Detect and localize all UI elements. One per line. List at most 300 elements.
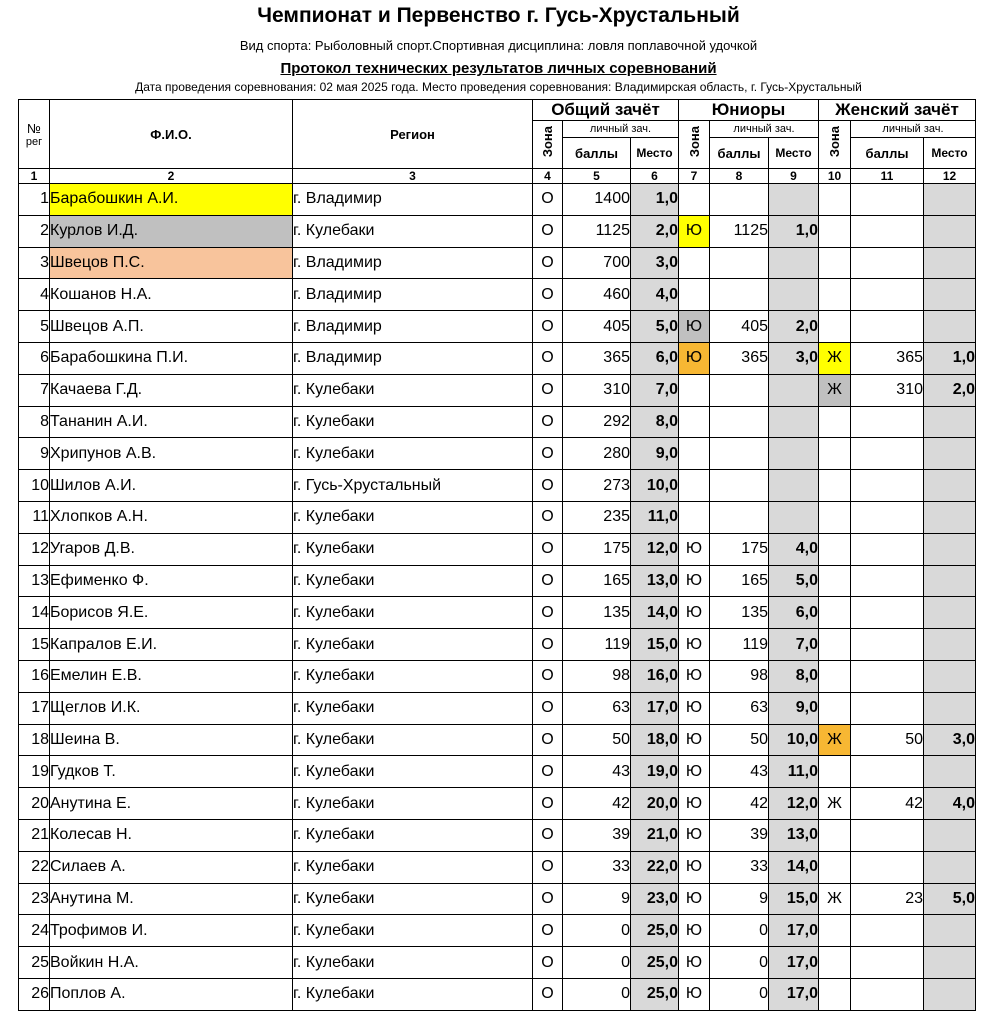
participant-region: г. Кулебаки bbox=[293, 629, 533, 661]
women-points bbox=[851, 947, 924, 979]
participant-region: г. Кулебаки bbox=[293, 374, 533, 406]
junior-points: 42 bbox=[710, 788, 769, 820]
junior-zone: Ю bbox=[679, 342, 710, 374]
participant-number: 17 bbox=[19, 692, 50, 724]
women-zone bbox=[819, 470, 851, 502]
overall-place: 8,0 bbox=[631, 406, 679, 438]
overall-zone: О bbox=[533, 311, 563, 343]
junior-zone bbox=[679, 247, 710, 279]
junior-zone bbox=[679, 279, 710, 311]
women-place bbox=[924, 247, 976, 279]
overall-place: 4,0 bbox=[631, 279, 679, 311]
participant-region: г. Кулебаки bbox=[293, 406, 533, 438]
participant-name: Гудков Т. bbox=[50, 756, 293, 788]
overall-zone: О bbox=[533, 438, 563, 470]
junior-zone bbox=[679, 184, 710, 216]
overall-zone: О bbox=[533, 756, 563, 788]
junior-place: 1,0 bbox=[769, 215, 819, 247]
overall-zone: О bbox=[533, 724, 563, 756]
women-points bbox=[851, 215, 924, 247]
participant-name: Емелин Е.В. bbox=[50, 660, 293, 692]
overall-zone: О bbox=[533, 947, 563, 979]
place-header-juniors: Место bbox=[769, 138, 819, 169]
junior-points bbox=[710, 501, 769, 533]
junior-place: 9,0 bbox=[769, 692, 819, 724]
junior-place bbox=[769, 470, 819, 502]
junior-zone bbox=[679, 406, 710, 438]
table-row bbox=[19, 470, 976, 502]
participant-name: Поплов А. bbox=[50, 978, 293, 1010]
women-place: 5,0 bbox=[924, 883, 976, 915]
table-row bbox=[19, 756, 976, 788]
table-row bbox=[19, 184, 976, 216]
overall-place: 1,0 bbox=[631, 184, 679, 216]
junior-zone: Ю bbox=[679, 311, 710, 343]
participant-number: 10 bbox=[19, 470, 50, 502]
women-zone bbox=[819, 978, 851, 1010]
junior-points: 33 bbox=[710, 851, 769, 883]
place-header-women: Место bbox=[924, 138, 976, 169]
junior-points: 365 bbox=[710, 342, 769, 374]
junior-place bbox=[769, 374, 819, 406]
participant-number: 12 bbox=[19, 533, 50, 565]
women-zone: Ж bbox=[819, 374, 851, 406]
col-number: 12 bbox=[924, 169, 976, 184]
participant-name: Анутина М. bbox=[50, 883, 293, 915]
overall-zone: О bbox=[533, 915, 563, 947]
women-place: 1,0 bbox=[924, 342, 976, 374]
junior-zone: Ю bbox=[679, 851, 710, 883]
table-row bbox=[19, 692, 976, 724]
table-row bbox=[19, 915, 976, 947]
overall-place: 12,0 bbox=[631, 533, 679, 565]
women-points bbox=[851, 692, 924, 724]
junior-zone: Ю bbox=[679, 565, 710, 597]
overall-place: 7,0 bbox=[631, 374, 679, 406]
overall-points: 50 bbox=[563, 724, 631, 756]
women-points: 42 bbox=[851, 788, 924, 820]
table-row bbox=[19, 629, 976, 661]
women-place: 4,0 bbox=[924, 788, 976, 820]
overall-points: 1400 bbox=[563, 184, 631, 216]
participant-region: г. Кулебаки bbox=[293, 915, 533, 947]
junior-place bbox=[769, 406, 819, 438]
personal-header-overall: личный зач. bbox=[563, 121, 679, 138]
overall-place: 6,0 bbox=[631, 342, 679, 374]
junior-zone: Ю bbox=[679, 788, 710, 820]
col-number: 5 bbox=[563, 169, 631, 184]
women-place bbox=[924, 565, 976, 597]
junior-zone bbox=[679, 470, 710, 502]
women-points bbox=[851, 915, 924, 947]
table-row bbox=[19, 279, 976, 311]
participant-number: 8 bbox=[19, 406, 50, 438]
overall-zone: О bbox=[533, 406, 563, 438]
overall-zone: О bbox=[533, 533, 563, 565]
women-points bbox=[851, 438, 924, 470]
women-points bbox=[851, 756, 924, 788]
women-points bbox=[851, 406, 924, 438]
participant-region: г. Кулебаки bbox=[293, 692, 533, 724]
overall-place: 19,0 bbox=[631, 756, 679, 788]
women-place bbox=[924, 406, 976, 438]
participant-number: 24 bbox=[19, 915, 50, 947]
women-place bbox=[924, 470, 976, 502]
overall-zone: О bbox=[533, 247, 563, 279]
participant-name: Борисов Я.Е. bbox=[50, 597, 293, 629]
junior-points: 175 bbox=[710, 533, 769, 565]
points-header-juniors: баллы bbox=[710, 138, 769, 169]
participant-region: г. Кулебаки bbox=[293, 883, 533, 915]
reg-label: рег bbox=[25, 135, 43, 148]
participant-number: 9 bbox=[19, 438, 50, 470]
participant-number: 23 bbox=[19, 883, 50, 915]
num-sign: № bbox=[27, 120, 41, 136]
participant-number: 26 bbox=[19, 978, 50, 1010]
participant-name: Ефименко Ф. bbox=[50, 565, 293, 597]
junior-place: 6,0 bbox=[769, 597, 819, 629]
women-place bbox=[924, 756, 976, 788]
participant-region: г. Кулебаки bbox=[293, 215, 533, 247]
women-points bbox=[851, 247, 924, 279]
participant-region: г. Кулебаки bbox=[293, 438, 533, 470]
participant-name: Барабошкина П.И. bbox=[50, 342, 293, 374]
junior-points bbox=[710, 279, 769, 311]
participant-region: г. Владимир bbox=[293, 311, 533, 343]
overall-points: 280 bbox=[563, 438, 631, 470]
junior-points: 165 bbox=[710, 565, 769, 597]
table-row bbox=[19, 597, 976, 629]
junior-zone: Ю bbox=[679, 883, 710, 915]
women-place bbox=[924, 215, 976, 247]
zone-header-juniors: Зона bbox=[679, 121, 710, 169]
women-zone bbox=[819, 629, 851, 661]
table-row bbox=[19, 406, 976, 438]
overall-zone: О bbox=[533, 501, 563, 533]
fio-header: Ф.И.О. bbox=[50, 100, 293, 169]
table-row bbox=[19, 883, 976, 915]
overall-points: 235 bbox=[563, 501, 631, 533]
overall-points: 119 bbox=[563, 629, 631, 661]
women-zone bbox=[819, 597, 851, 629]
participant-number: 21 bbox=[19, 819, 50, 851]
women-place bbox=[924, 915, 976, 947]
women-place bbox=[924, 629, 976, 661]
overall-zone: О bbox=[533, 629, 563, 661]
junior-points: 98 bbox=[710, 660, 769, 692]
junior-points: 63 bbox=[710, 692, 769, 724]
women-place bbox=[924, 311, 976, 343]
col-number: 1 bbox=[19, 169, 50, 184]
overall-place: 15,0 bbox=[631, 629, 679, 661]
junior-points: 0 bbox=[710, 915, 769, 947]
junior-points: 1125 bbox=[710, 215, 769, 247]
zone-header-women: Зона bbox=[819, 121, 851, 169]
women-place bbox=[924, 819, 976, 851]
participant-name: Капралов Е.И. bbox=[50, 629, 293, 661]
participant-region: г. Кулебаки bbox=[293, 501, 533, 533]
participant-number: 16 bbox=[19, 660, 50, 692]
overall-points: 0 bbox=[563, 915, 631, 947]
women-place bbox=[924, 660, 976, 692]
women-zone: Ж bbox=[819, 883, 851, 915]
overall-place: 9,0 bbox=[631, 438, 679, 470]
participant-region: г. Владимир bbox=[293, 247, 533, 279]
table-row bbox=[19, 660, 976, 692]
women-points bbox=[851, 597, 924, 629]
participant-number: 7 bbox=[19, 374, 50, 406]
date-place-line: Дата проведения соревнования: 02 мая 2025 года. Место проведения соревнования: Владимирская область, г. Гусь-Хрустальный bbox=[135, 80, 862, 94]
participant-name: Щеглов И.К. bbox=[50, 692, 293, 724]
junior-points bbox=[710, 184, 769, 216]
junior-zone: Ю bbox=[679, 756, 710, 788]
reg-number-header bbox=[19, 100, 50, 169]
junior-points bbox=[710, 470, 769, 502]
participant-region: г. Кулебаки bbox=[293, 947, 533, 979]
junior-place: 12,0 bbox=[769, 788, 819, 820]
participant-region: г. Кулебаки bbox=[293, 978, 533, 1010]
junior-place: 14,0 bbox=[769, 851, 819, 883]
women-zone bbox=[819, 756, 851, 788]
women-points bbox=[851, 629, 924, 661]
women-zone bbox=[819, 279, 851, 311]
women-zone: Ж bbox=[819, 724, 851, 756]
overall-points: 700 bbox=[563, 247, 631, 279]
junior-place: 3,0 bbox=[769, 342, 819, 374]
junior-zone: Ю bbox=[679, 915, 710, 947]
overall-header: Общий зачёт bbox=[533, 100, 679, 121]
junior-points: 50 bbox=[710, 724, 769, 756]
col-number: 8 bbox=[710, 169, 769, 184]
overall-points: 0 bbox=[563, 978, 631, 1010]
overall-points: 33 bbox=[563, 851, 631, 883]
junior-zone: Ю bbox=[679, 978, 710, 1010]
participant-number: 15 bbox=[19, 629, 50, 661]
women-points bbox=[851, 533, 924, 565]
table-row bbox=[19, 978, 976, 1010]
women-zone bbox=[819, 406, 851, 438]
participant-region: г. Кулебаки bbox=[293, 565, 533, 597]
participant-region: г. Кулебаки bbox=[293, 788, 533, 820]
women-points: 50 bbox=[851, 724, 924, 756]
women-points bbox=[851, 819, 924, 851]
women-points bbox=[851, 565, 924, 597]
junior-points: 43 bbox=[710, 756, 769, 788]
overall-points: 175 bbox=[563, 533, 631, 565]
women-zone bbox=[819, 660, 851, 692]
overall-zone: О bbox=[533, 692, 563, 724]
participant-number: 19 bbox=[19, 756, 50, 788]
participant-name: Курлов И.Д. bbox=[50, 215, 293, 247]
overall-points: 460 bbox=[563, 279, 631, 311]
junior-zone: Ю bbox=[679, 629, 710, 661]
women-zone: Ж bbox=[819, 788, 851, 820]
junior-place: 13,0 bbox=[769, 819, 819, 851]
women-zone bbox=[819, 819, 851, 851]
women-points bbox=[851, 184, 924, 216]
women-place: 3,0 bbox=[924, 724, 976, 756]
participant-region: г. Кулебаки bbox=[293, 851, 533, 883]
overall-zone: О bbox=[533, 883, 563, 915]
women-zone bbox=[819, 851, 851, 883]
women-zone bbox=[819, 184, 851, 216]
junior-place: 15,0 bbox=[769, 883, 819, 915]
participant-number: 5 bbox=[19, 311, 50, 343]
participant-name: Анутина Е. bbox=[50, 788, 293, 820]
participant-number: 4 bbox=[19, 279, 50, 311]
overall-points: 365 bbox=[563, 342, 631, 374]
overall-zone: О bbox=[533, 374, 563, 406]
overall-place: 2,0 bbox=[631, 215, 679, 247]
women-zone bbox=[819, 947, 851, 979]
table-row bbox=[19, 501, 976, 533]
women-points bbox=[851, 470, 924, 502]
junior-zone bbox=[679, 438, 710, 470]
region-header: Регион bbox=[293, 100, 533, 169]
table-row bbox=[19, 342, 976, 374]
participant-name: Тананин А.И. bbox=[50, 406, 293, 438]
junior-place: 17,0 bbox=[769, 947, 819, 979]
women-points: 365 bbox=[851, 342, 924, 374]
women-zone bbox=[819, 501, 851, 533]
protocol-title: Протокол технических результатов личных соревнований bbox=[280, 60, 717, 77]
overall-points: 42 bbox=[563, 788, 631, 820]
junior-place: 17,0 bbox=[769, 915, 819, 947]
participant-region: г. Кулебаки bbox=[293, 724, 533, 756]
overall-zone: О bbox=[533, 565, 563, 597]
women-points: 310 bbox=[851, 374, 924, 406]
junior-place bbox=[769, 184, 819, 216]
overall-zone: О bbox=[533, 470, 563, 502]
zone-header-overall: Зона bbox=[533, 121, 563, 169]
women-points bbox=[851, 660, 924, 692]
overall-points: 0 bbox=[563, 947, 631, 979]
overall-points: 39 bbox=[563, 819, 631, 851]
junior-place bbox=[769, 501, 819, 533]
women-points bbox=[851, 851, 924, 883]
overall-place: 13,0 bbox=[631, 565, 679, 597]
overall-zone: О bbox=[533, 660, 563, 692]
overall-points: 405 bbox=[563, 311, 631, 343]
junior-place: 4,0 bbox=[769, 533, 819, 565]
col-number: 7 bbox=[679, 169, 710, 184]
table-row bbox=[19, 215, 976, 247]
participant-region: г. Кулебаки bbox=[293, 660, 533, 692]
junior-zone: Ю bbox=[679, 660, 710, 692]
overall-zone: О bbox=[533, 279, 563, 311]
personal-header-juniors: личный зач. bbox=[710, 121, 819, 138]
women-zone: Ж bbox=[819, 342, 851, 374]
table-row bbox=[19, 724, 976, 756]
junior-points: 135 bbox=[710, 597, 769, 629]
junior-place: 8,0 bbox=[769, 660, 819, 692]
overall-zone: О bbox=[533, 978, 563, 1010]
table-row bbox=[19, 788, 976, 820]
overall-points: 135 bbox=[563, 597, 631, 629]
participant-name: Хлопков А.Н. bbox=[50, 501, 293, 533]
junior-place bbox=[769, 247, 819, 279]
junior-points bbox=[710, 247, 769, 279]
women-place bbox=[924, 533, 976, 565]
col-number: 10 bbox=[819, 169, 851, 184]
place-header-overall: Место bbox=[631, 138, 679, 169]
women-zone bbox=[819, 247, 851, 279]
overall-points: 63 bbox=[563, 692, 631, 724]
participant-name: Барабошкин А.И. bbox=[50, 184, 293, 216]
women-zone bbox=[819, 533, 851, 565]
women-points bbox=[851, 978, 924, 1010]
junior-place: 17,0 bbox=[769, 978, 819, 1010]
overall-points: 273 bbox=[563, 470, 631, 502]
col-number: 2 bbox=[50, 169, 293, 184]
participant-region: г. Кулебаки bbox=[293, 597, 533, 629]
women-header: Женский зачёт bbox=[819, 100, 976, 121]
overall-place: 22,0 bbox=[631, 851, 679, 883]
results-table bbox=[18, 99, 976, 1011]
col-number: 11 bbox=[851, 169, 924, 184]
women-points: 23 bbox=[851, 883, 924, 915]
participant-number: 20 bbox=[19, 788, 50, 820]
col-number: 4 bbox=[533, 169, 563, 184]
women-zone bbox=[819, 215, 851, 247]
table-row bbox=[19, 311, 976, 343]
sport-discipline-line: Вид спорта: Рыболовный спорт.Спортивная дисциплина: ловля поплавочной удочкой bbox=[239, 38, 758, 53]
participant-name: Колесав Н. bbox=[50, 819, 293, 851]
junior-points: 9 bbox=[710, 883, 769, 915]
women-points bbox=[851, 501, 924, 533]
junior-points: 119 bbox=[710, 629, 769, 661]
junior-points: 0 bbox=[710, 978, 769, 1010]
participant-number: 1 bbox=[19, 184, 50, 216]
table-row bbox=[19, 565, 976, 597]
overall-place: 5,0 bbox=[631, 311, 679, 343]
table-row bbox=[19, 247, 976, 279]
participant-name: Шеина В. bbox=[50, 724, 293, 756]
overall-place: 16,0 bbox=[631, 660, 679, 692]
overall-zone: О bbox=[533, 788, 563, 820]
participant-name: Угаров Д.В. bbox=[50, 533, 293, 565]
overall-points: 165 bbox=[563, 565, 631, 597]
participant-number: 2 bbox=[19, 215, 50, 247]
overall-place: 23,0 bbox=[631, 883, 679, 915]
participant-region: г. Гусь-Хрустальный bbox=[293, 470, 533, 502]
col-number: 9 bbox=[769, 169, 819, 184]
participant-name: Шилов А.И. bbox=[50, 470, 293, 502]
participant-name: Швецов А.П. bbox=[50, 311, 293, 343]
women-place bbox=[924, 438, 976, 470]
junior-place: 7,0 bbox=[769, 629, 819, 661]
junior-place: 5,0 bbox=[769, 565, 819, 597]
participant-name: Войкин Н.А. bbox=[50, 947, 293, 979]
overall-points: 43 bbox=[563, 756, 631, 788]
women-place bbox=[924, 501, 976, 533]
overall-place: 18,0 bbox=[631, 724, 679, 756]
junior-place: 2,0 bbox=[769, 311, 819, 343]
women-place bbox=[924, 597, 976, 629]
overall-zone: О bbox=[533, 215, 563, 247]
overall-points: 292 bbox=[563, 406, 631, 438]
table-row bbox=[19, 533, 976, 565]
participant-number: 3 bbox=[19, 247, 50, 279]
col-number: 6 bbox=[631, 169, 679, 184]
women-place bbox=[924, 978, 976, 1010]
overall-place: 25,0 bbox=[631, 915, 679, 947]
participant-number: 11 bbox=[19, 501, 50, 533]
table-row bbox=[19, 819, 976, 851]
women-points bbox=[851, 279, 924, 311]
women-zone bbox=[819, 915, 851, 947]
junior-zone: Ю bbox=[679, 597, 710, 629]
